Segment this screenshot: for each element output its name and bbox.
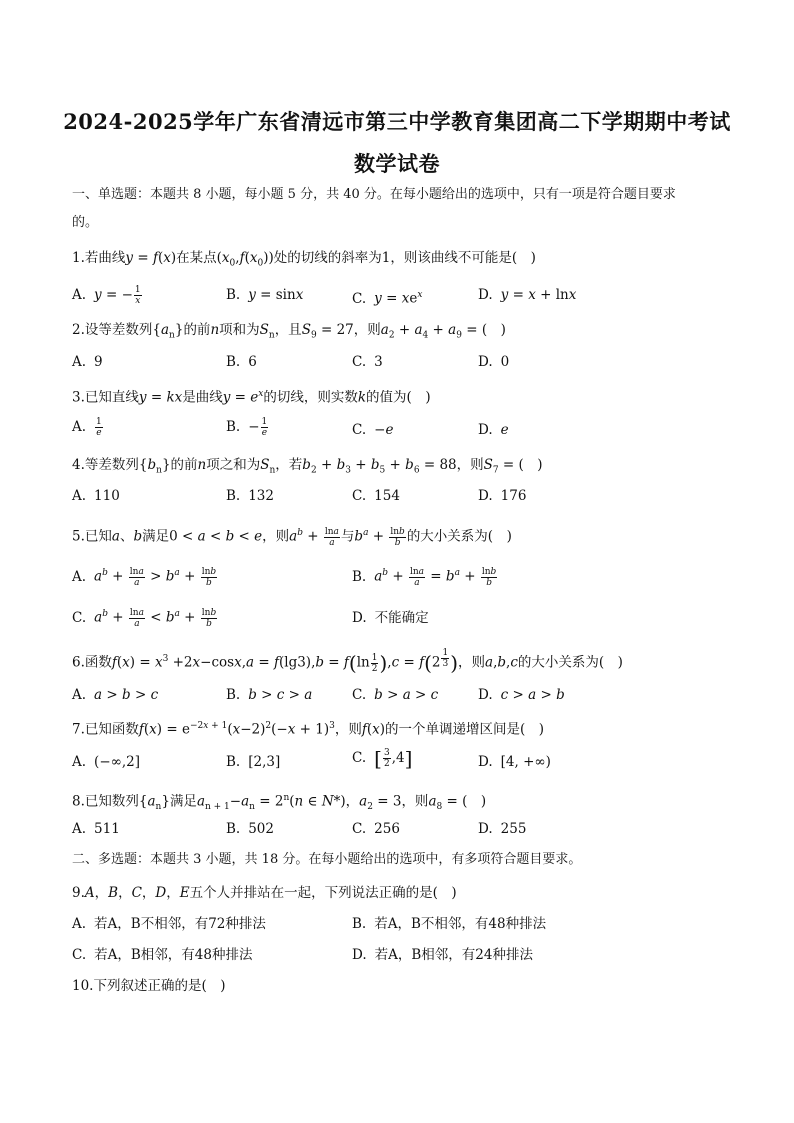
option-6d[interactable]: D. c > a > b [478, 687, 565, 703]
option-8a[interactable]: A. 511 [72, 821, 120, 837]
option-2b[interactable]: B. 6 [226, 354, 257, 370]
option-4c[interactable]: C. 154 [352, 488, 400, 504]
option-5d[interactable]: D. 不能确定 [352, 610, 429, 626]
option-1b[interactable]: B. y = sinx [226, 287, 304, 303]
option-4a[interactable]: A. 110 [72, 488, 120, 504]
option-4b[interactable]: B. 132 [226, 488, 274, 504]
option-9a[interactable]: A. 若A，B不相邻，有72种排法 [72, 916, 266, 932]
question-5: 5.已知a、b满足0 < a < b < e，则$a^b$ + $\frac{\ln a}{a}$ 与$b^a$ + $\frac{\ln b}{b}$ 的大小关系为( ) [72, 526, 512, 548]
option-3b[interactable]: B. − $\frac{1}{e}$ [226, 417, 268, 438]
question-8: 8.已知数列$\{a_n\}$满足$a_{n + 1}-a_n = 2^n(n$ ∈ N*)，$a_2 = 3$，则$a_8$ = ( ) [72, 793, 487, 813]
question-4: 4.等差数列$\{b_n\}$的前n项之和为$S_n$，若$b_2 + b_3 + b_5 + b_6 = 88$，则$S_7$ = ( ) [72, 457, 543, 476]
question-10: 10.下列叙述正确的是( ) [72, 978, 226, 994]
option-7d[interactable]: D. [4, +∞) [478, 754, 551, 770]
option-6b[interactable]: B. b > c > a [226, 687, 313, 703]
option-7a[interactable]: A. (−∞,2] [72, 754, 141, 770]
option-8d[interactable]: D. 255 [478, 821, 527, 837]
section-multiple-choice: 二、多选题：本题共 3 小题，共 18 分。在每小题给出的选项中，有多项符合题目要求。 [72, 852, 582, 867]
section-instruction-line: 一、单选题：本题共 8 小题，每小题 5 分，共 40 分。在每小题给出的选项中，只有一项是符合题目要求 [72, 187, 676, 202]
option-2d[interactable]: D. 0 [478, 354, 510, 370]
option-4d[interactable]: D. 176 [478, 488, 527, 504]
option-3a[interactable]: A. $\frac{1}{e}$ [72, 417, 102, 438]
option-3d[interactable]: D. e [478, 422, 509, 438]
question-2: 2.设等差数列$\{a_n\}$的前n项和为$S_n$，且$S_9 = 27$，则$a_2 + a_4 + a_9$ = ( ) [72, 322, 506, 341]
option-7b[interactable]: B. [2,3] [226, 754, 281, 770]
option-8c[interactable]: C. 256 [352, 821, 400, 837]
page-title: 2024-2025学年广东省清远市第三中学教育集团高二下学期期中考试 [63, 109, 731, 134]
option-2a[interactable]: A. 9 [72, 354, 103, 370]
page-subtitle: 数学试卷 [354, 151, 440, 176]
question-3: 3.已知直线y = kx是曲线$y = e^x$的切线，则实数k的值为( ) [72, 389, 431, 406]
option-1a[interactable]: A. y = − $\frac{1}{x}$ [72, 285, 141, 306]
option-6a[interactable]: A. a > b > c [72, 687, 159, 703]
question-7: 7.已知函数$f(x) = e^{-2x + 1}(x-2)^2(-x + 1)^3$，则f(x)的一个单调递增区间是( ) [72, 721, 545, 738]
option-8b[interactable]: B. 502 [226, 821, 274, 837]
option-1c[interactable]: C. $y = xe^x$ [352, 290, 423, 307]
question-9: 9.A，B，C，D，E五个人并排站在一起，下列说法正确的是( ) [72, 885, 457, 901]
option-5a[interactable]: A. $a^b$ + $\frac{\ln a}{a}$ > $b^a$ + $\frac{\ln b}{b}$ [72, 566, 217, 588]
question-number: 1. [72, 250, 85, 266]
option-5c[interactable]: C. $a^b$ + $\frac{\ln a}{a}$ < $b^a$ + $\frac{\ln b}{b}$ [72, 607, 217, 629]
option-9b[interactable]: B. 若A，B不相邻，有48种排法 [352, 916, 547, 932]
option-9c[interactable]: C. 若A，B相邻，有48种排法 [72, 947, 253, 963]
option-9d[interactable]: D. 若A，B相邻，有24种排法 [352, 947, 533, 963]
section-single-choice [72, 181, 722, 237]
option-5b[interactable]: B. $a^b$ + $\frac{\ln a}{a}$ = $b^a$ + $\frac{\ln b}{b}$ [352, 566, 497, 588]
option-7c[interactable]: C. [ $\frac{3}{2}$ ,4] [352, 746, 413, 771]
option-1d[interactable]: D. y = x + lnx [478, 287, 577, 303]
option-6c[interactable]: C. b > a > c [352, 687, 439, 703]
question-1: 1.若曲线y = f(x)在某点$(x_0,f(x_0))$处的切线的斜率为1，则该曲线不可能是( ) [72, 250, 536, 269]
section-instruction-line: 的。 [72, 215, 99, 230]
question-6: 6.函数$f(x) = x^3 +2x-\cos x,a = f(\lg 3),b = f(\ln$ $\frac{1}{2}$ ),c = f(2 $^{\frac{1}{3}}$ )，则a,b,c的大小关系为( ) [72, 648, 623, 675]
option-3c[interactable]: C. −e [352, 422, 394, 438]
option-2c[interactable]: C. 3 [352, 354, 383, 370]
